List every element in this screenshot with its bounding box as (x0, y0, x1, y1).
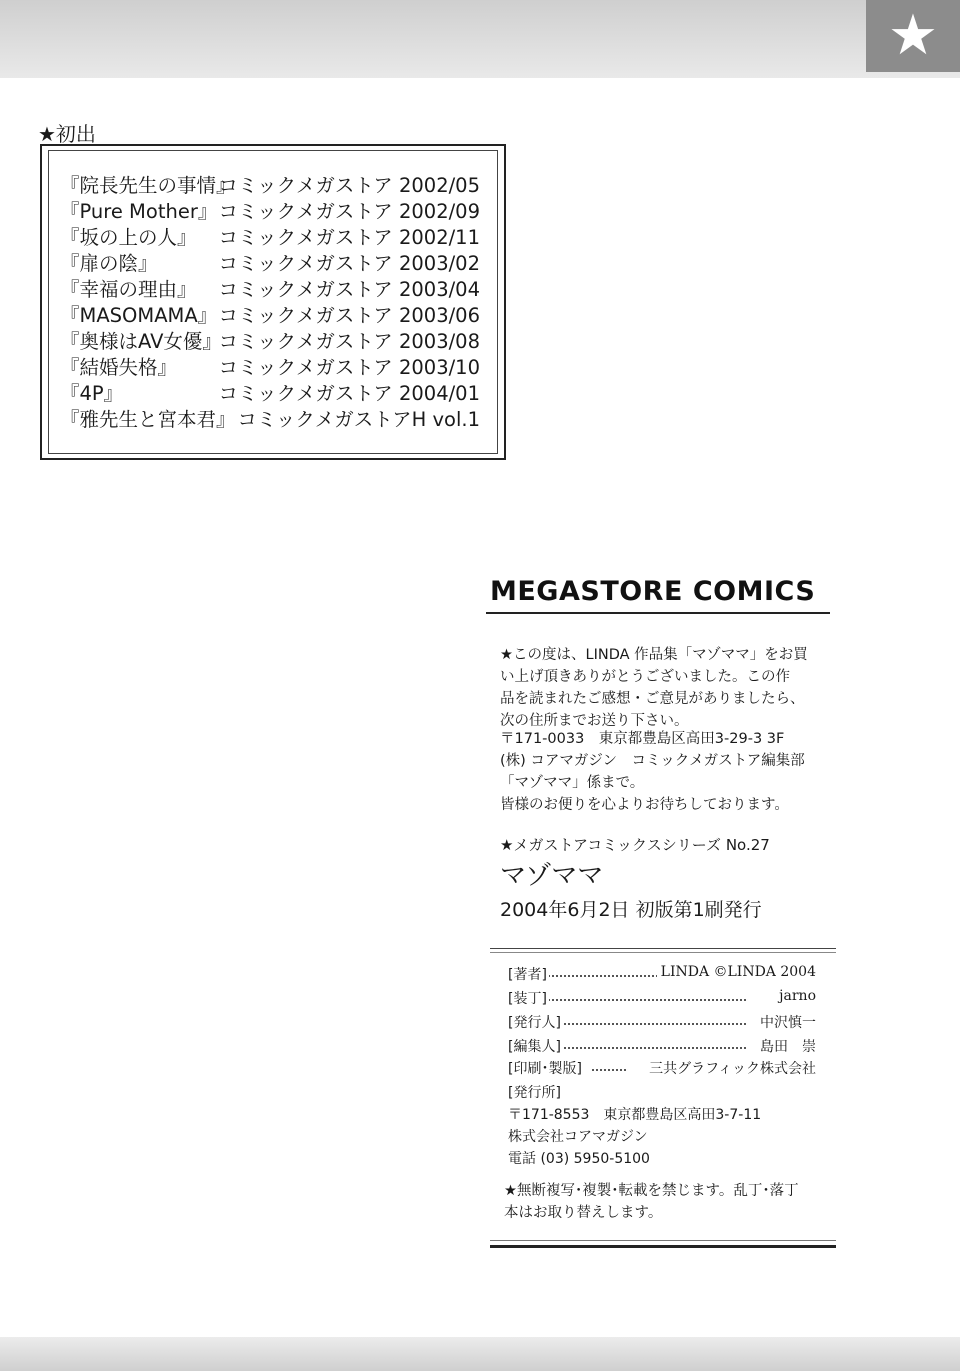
divider (490, 1245, 836, 1248)
first-publication-heading: ★初出 (38, 122, 96, 146)
brand-logo: MEGASTORE COMICS (490, 576, 816, 607)
publication-row: 『Pure Mother』 コミックメガストア 2002/09 (60, 200, 480, 223)
publication-row: 『4P』 コミックメガストア 2004/01 (60, 382, 480, 405)
brand-divider (486, 612, 830, 614)
credit-row-design: [装丁] jarno (508, 988, 816, 1007)
publication-row: 『扉の陰』 コミックメガストア 2003/02 (60, 252, 480, 275)
publication-row: 『坂の上の人』 コミックメガストア 2002/11 (60, 226, 480, 249)
publisher-info: [発行所] 〒171-8553 東京都豊島区高田3-7-11 株式会社コアマガジン 電話 (03) 5950-5100 (508, 1085, 762, 1167)
publication-row: 『院長先生の事情』 コミックメガストア 2002/05 (60, 174, 480, 197)
publication-row: 『幸福の理由』 コミックメガストア 2003/04 (60, 278, 480, 301)
reader-message: ★この度は、LINDA 作品集「マゾママ」をお買 い上げ頂きありがとうございました。この作 品を読まれたご感想・ご意見がありましたら、 次の住所までお送り下さい。 (500, 647, 808, 729)
series-number: ★メガストアコミックスシリーズ No.27 (500, 836, 770, 854)
publication-row: 『MASOMAMA』 コミックメガストア 2003/06 (60, 304, 480, 327)
bottom-gray-band (0, 1337, 960, 1371)
publication-date: 2004年6月2日 初版第1刷発行 (500, 899, 762, 921)
credit-row-printing: [印刷･製版] 三共グラフィック株式会社 (508, 1058, 816, 1080)
publication-row: 『奥様はAV女優』 コミックメガストア 2003/08 (60, 330, 480, 353)
publication-row: 『結婚失格』 コミックメガストア 2003/10 (60, 356, 480, 379)
credit-row-editor: [編集人] 島田 崇 (508, 1036, 816, 1058)
copyright-notice: ★無断複写･複製･転載を禁じます。乱丁･落丁 本はお取り替えします。 (504, 1183, 799, 1221)
book-title: マゾママ (500, 861, 604, 891)
star-icon: ★ (866, 0, 960, 72)
top-gray-band (0, 0, 960, 78)
divider (490, 1240, 836, 1241)
credit-row-publisher-person: [発行人] 中沢慎一 (508, 1012, 816, 1034)
divider (490, 952, 836, 953)
credit-row-author: [著者] LINDA ©LINDA 2004 (508, 964, 816, 983)
divider (490, 948, 836, 949)
mail-address: 〒171-0033 東京都豊島区高田3-29-3 3F (株) コアマガジン コミックメガストア編集部 「マゾママ」係まで。 (500, 731, 805, 791)
closing-text: 皆様のお便りを心よりお待ちしております。 (500, 797, 789, 813)
first-publication-box (40, 144, 506, 460)
publication-row: 『雅先生と宮本君』 コミックメガストアH vol.1 (60, 408, 480, 431)
